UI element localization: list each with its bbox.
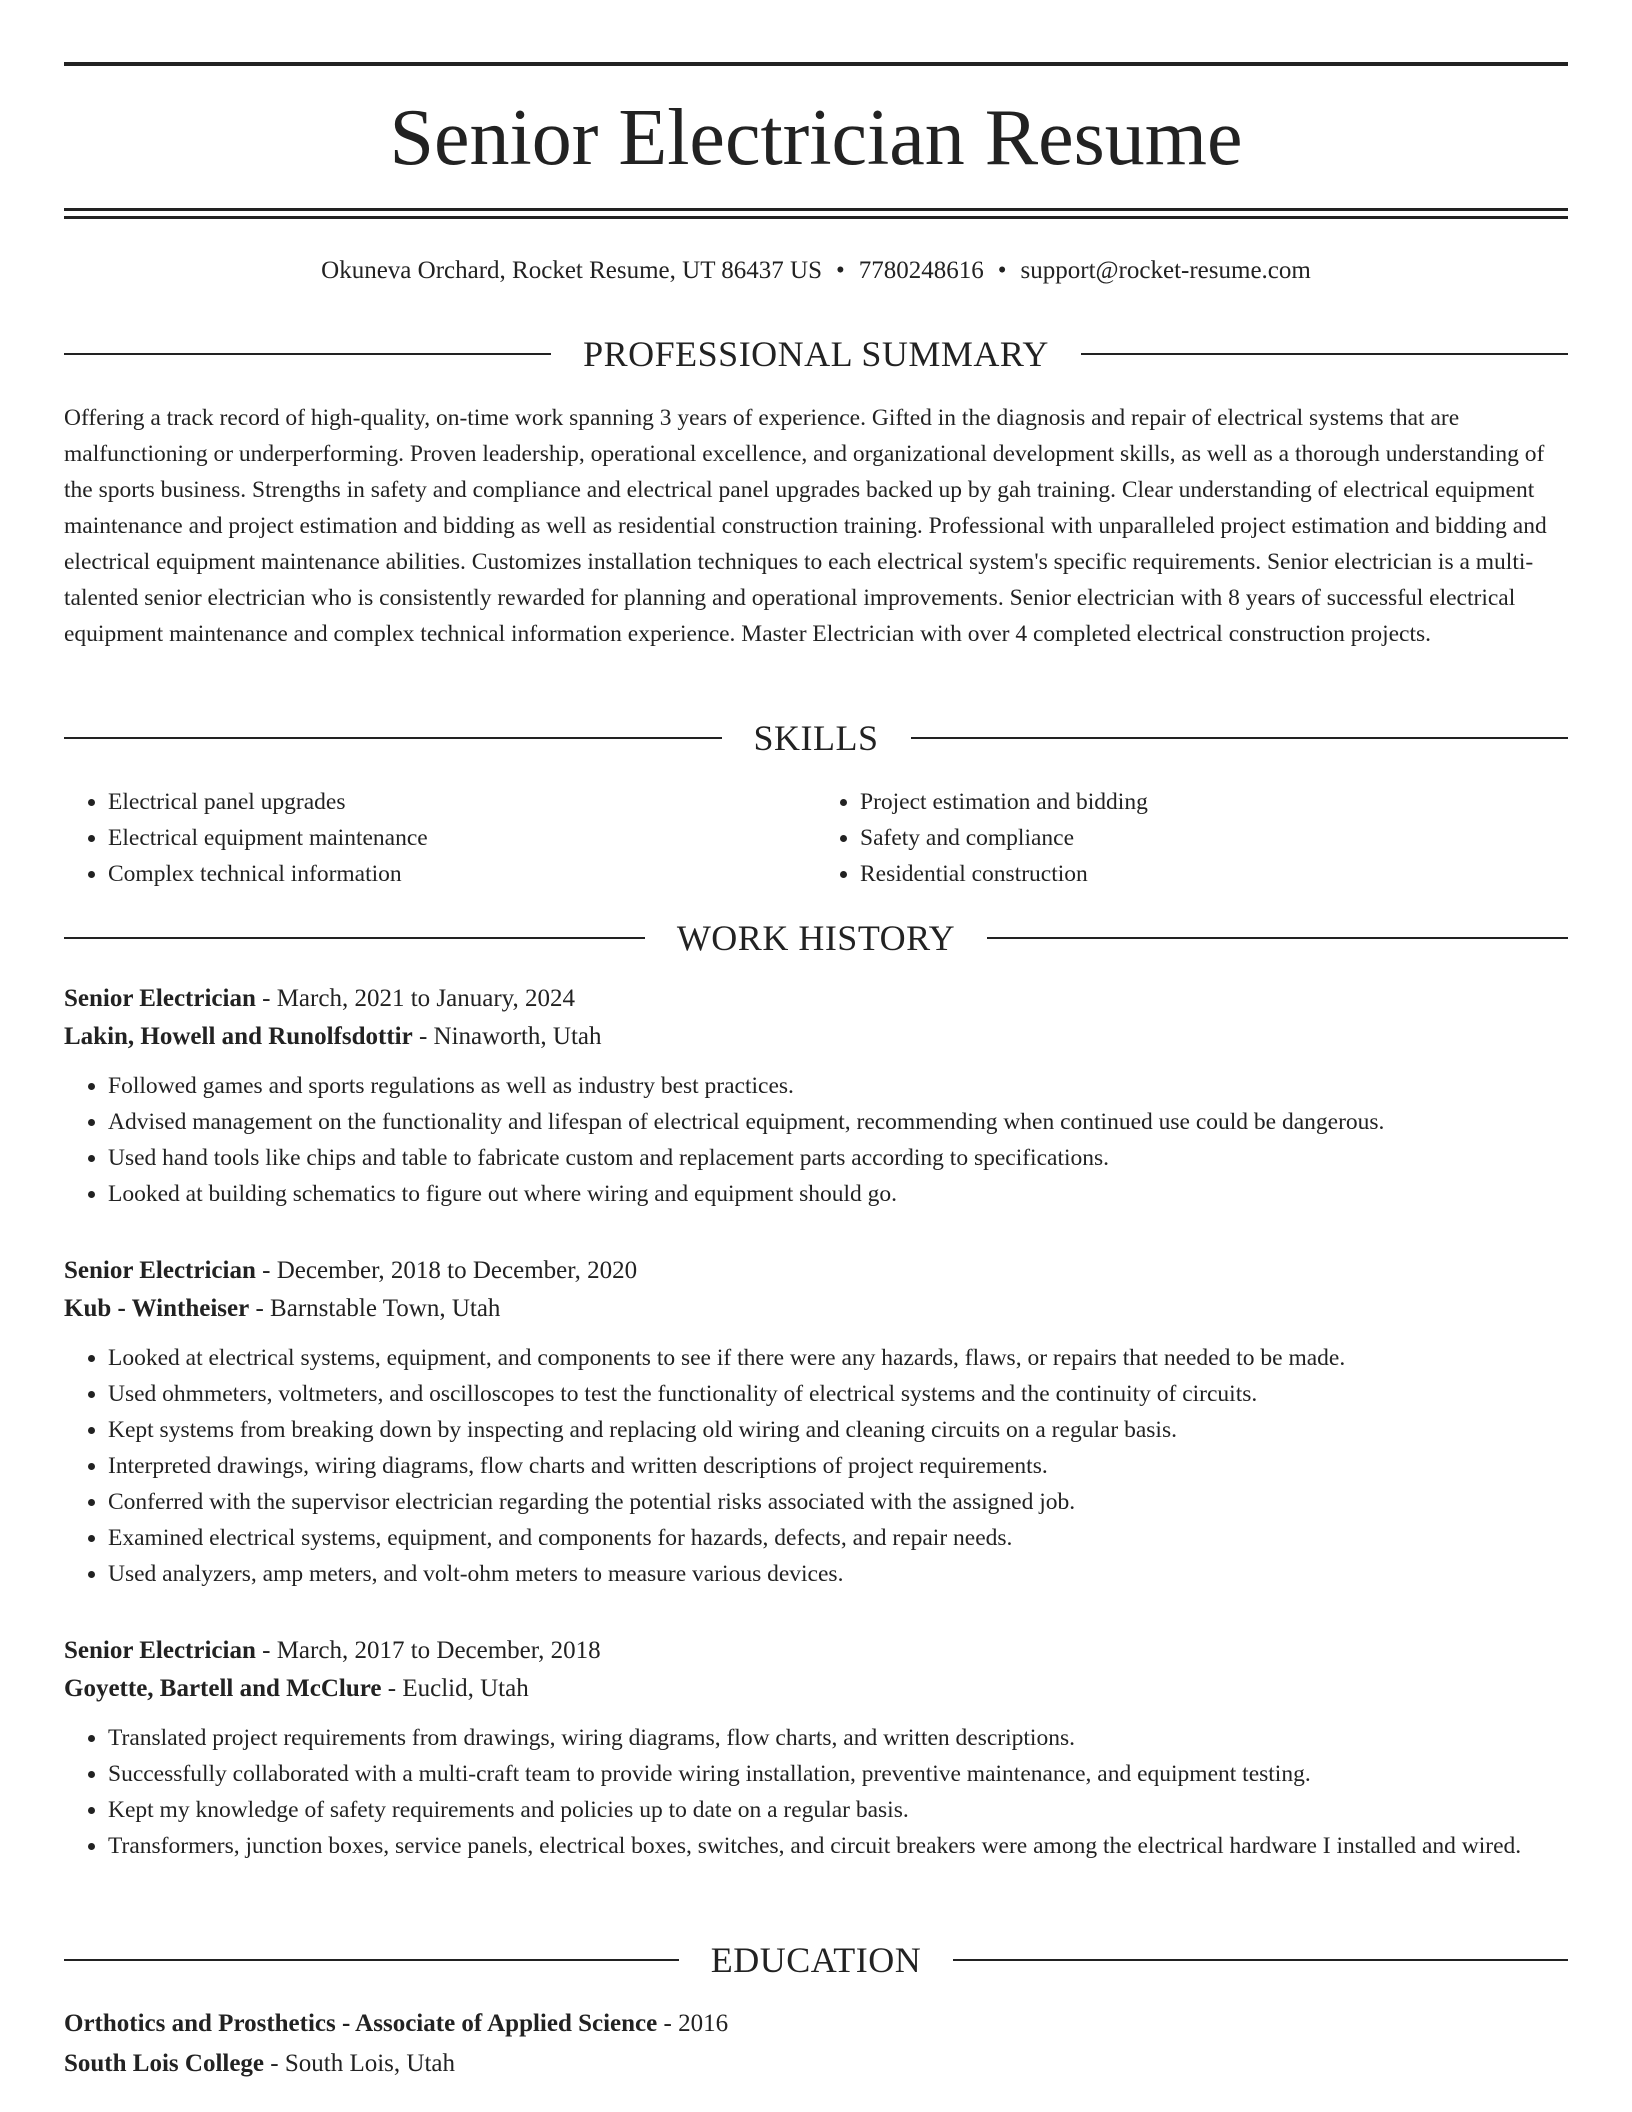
job-bullets <box>64 1720 1568 1864</box>
job-bullet: • Looked at building schematics to figure out where wiring and equipment should go. <box>108 1176 1568 1212</box>
skills-column-right <box>816 784 1568 892</box>
job-title-line <box>64 1252 1568 1290</box>
job-bullets <box>64 1068 1568 1212</box>
job-title: Senior Electrician <box>64 985 256 1012</box>
job-bullet: • Transformers, junction boxes, service panels, electrical boxes, switches, and circuit breakers were among the electrical hardware I installed and wired. <box>108 1828 1568 1864</box>
job-company: Kub - Wintheiser <box>64 1295 250 1322</box>
section-header-work <box>64 918 1568 958</box>
job-dates: - December, 2018 to December, 2020 <box>255 1257 638 1284</box>
resume-title: Senior Electrician Resume <box>389 94 1243 182</box>
top-rule <box>64 62 1568 66</box>
skill-item: • Complex technical information <box>108 856 816 892</box>
education-year: - 2016 <box>657 2010 729 2037</box>
job-company-line <box>64 1290 1568 1328</box>
section-header-summary <box>64 334 1568 374</box>
divider-line <box>64 1959 679 1961</box>
job-company-line <box>64 1670 1568 1708</box>
job-location: - Barnstable Town, Utah <box>249 1295 501 1322</box>
job-company-line <box>64 1018 1568 1056</box>
job-bullet: • Looked at electrical systems, equipment, and components to see if there were any hazards, flaws, or repairs that needed to be made. <box>108 1340 1568 1376</box>
divider-line <box>911 737 1569 739</box>
education-school-line <box>64 2044 1568 2084</box>
job-title-line <box>64 1632 1568 1670</box>
job-bullets <box>64 1340 1568 1592</box>
divider-line <box>953 1959 1568 1961</box>
divider-line <box>64 737 722 739</box>
section-header-education <box>64 1940 1568 1980</box>
skill-item: • Safety and compliance <box>860 820 1568 856</box>
section-title: PROFESSIONAL SUMMARY <box>583 334 1049 374</box>
job-bullet: • Conferred with the supervisor electrician regarding the potential risks associated with the assigned job. <box>108 1484 1568 1520</box>
job-title: Senior Electrician <box>64 1257 256 1284</box>
skill-item: • Electrical equipment maintenance <box>108 820 816 856</box>
divider-line <box>64 937 645 939</box>
job-company: Lakin, Howell and Runolfsdottir <box>64 1023 413 1050</box>
section-header-skills <box>64 718 1568 758</box>
skills-list <box>64 784 1568 892</box>
job-bullet: • Used ohmmeters, voltmeters, and oscilloscopes to test the functionality of electrical systems and the continuity of circuits. <box>108 1376 1568 1412</box>
job-entry <box>64 980 1568 1212</box>
education-location: - South Lois, Utah <box>264 2050 455 2077</box>
section-title: WORK HISTORY <box>676 918 956 958</box>
job-bullet: • Successfully collaborated with a multi-craft team to provide wiring installation, preventive maintenance, and equipment testing. <box>108 1756 1568 1792</box>
job-bullet: • Followed games and sports regulations as well as industry best practices. <box>108 1068 1568 1104</box>
job-entry <box>64 1252 1568 1592</box>
job-bullet: • Examined electrical systems, equipment, and components for hazards, defects, and repair needs. <box>108 1520 1568 1556</box>
job-company: Goyette, Bartell and McClure <box>64 1675 382 1702</box>
skill-item: • Project estimation and bidding <box>860 784 1568 820</box>
contact-email: support@rocket-resume.com <box>1020 257 1311 284</box>
divider-line <box>1081 353 1568 355</box>
title-rule-upper <box>64 208 1568 211</box>
job-location: - Ninaworth, Utah <box>412 1023 602 1050</box>
education-degree: Orthotics and Prosthetics - Associate of Applied Science <box>64 2010 658 2037</box>
section-title: EDUCATION <box>710 1940 922 1980</box>
contact-phone: 7780248616 <box>858 257 984 284</box>
contact-line <box>64 254 1568 288</box>
education-entry <box>64 2004 1568 2084</box>
divider-line <box>987 937 1568 939</box>
job-bullet: • Advised management on the functionality and lifespan of electrical equipment, recommending when continued use could be dangerous. <box>108 1104 1568 1140</box>
contact-address: Okuneva Orchard, Rocket Resume, UT 86437 US <box>321 257 822 284</box>
title-rule-lower <box>64 216 1568 219</box>
job-title-line <box>64 980 1568 1018</box>
job-bullet: • Kept systems from breaking down by inspecting and replacing old wiring and cleaning circuits on a regular basis. <box>108 1412 1568 1448</box>
divider-line <box>64 353 551 355</box>
contact-separator: • <box>836 257 845 284</box>
skill-item: • Residential construction <box>860 856 1568 892</box>
summary-text: Offering a track record of high-quality, on-time work spanning 3 years of experience. Gifted in the diagnosis and repair of electrical systems that are malfunctioning or underperforming. Proven leadership, operational excellence, and organizational development skills, as well as a thorough understanding of the sports business. Strengths in safety and compliance and electrical panel upgrades backed up by gah training. Clear understanding of electrical equipment maintenance and project estimation and bidding as well as residential construction training. Professional with unparalleled project estimation and bidding and electrical equipment maintenance abilities. Customizes installation techniques to each electrical system's specific requirements. Senior electrician is a multi-talented senior electrician who is consistently rewarded for planning and operational improvements. Senior electrician with 8 years of successful electrical equipment maintenance and complex technical information experience. Master Electrician with over 4 completed electrical construction projects. <box>64 405 1547 647</box>
job-location: - Euclid, Utah <box>381 1675 529 1702</box>
job-entry <box>64 1632 1568 1864</box>
job-bullet: • Used analyzers, amp meters, and volt-ohm meters to measure various devices. <box>108 1556 1568 1592</box>
section-title: SKILLS <box>753 718 879 758</box>
education-school: South Lois College <box>64 2050 265 2077</box>
job-bullet: • Kept my knowledge of safety requirements and policies up to date on a regular basis. <box>108 1792 1568 1828</box>
job-bullet: • Used hand tools like chips and table to fabricate custom and replacement parts according to specifications. <box>108 1140 1568 1176</box>
job-bullet: • Translated project requirements from drawings, wiring diagrams, flow charts, and written descriptions. <box>108 1720 1568 1756</box>
skills-column-left <box>64 784 816 892</box>
job-bullet: • Interpreted drawings, wiring diagrams, flow charts and written descriptions of project requirements. <box>108 1448 1568 1484</box>
contact-separator: • <box>997 257 1007 284</box>
job-dates: - March, 2017 to December, 2018 <box>255 1637 601 1664</box>
job-dates: - March, 2021 to January, 2024 <box>255 985 576 1012</box>
skill-item: • Electrical panel upgrades <box>108 784 816 820</box>
education-degree-line <box>64 2004 1568 2044</box>
job-title: Senior Electrician <box>64 1637 256 1664</box>
